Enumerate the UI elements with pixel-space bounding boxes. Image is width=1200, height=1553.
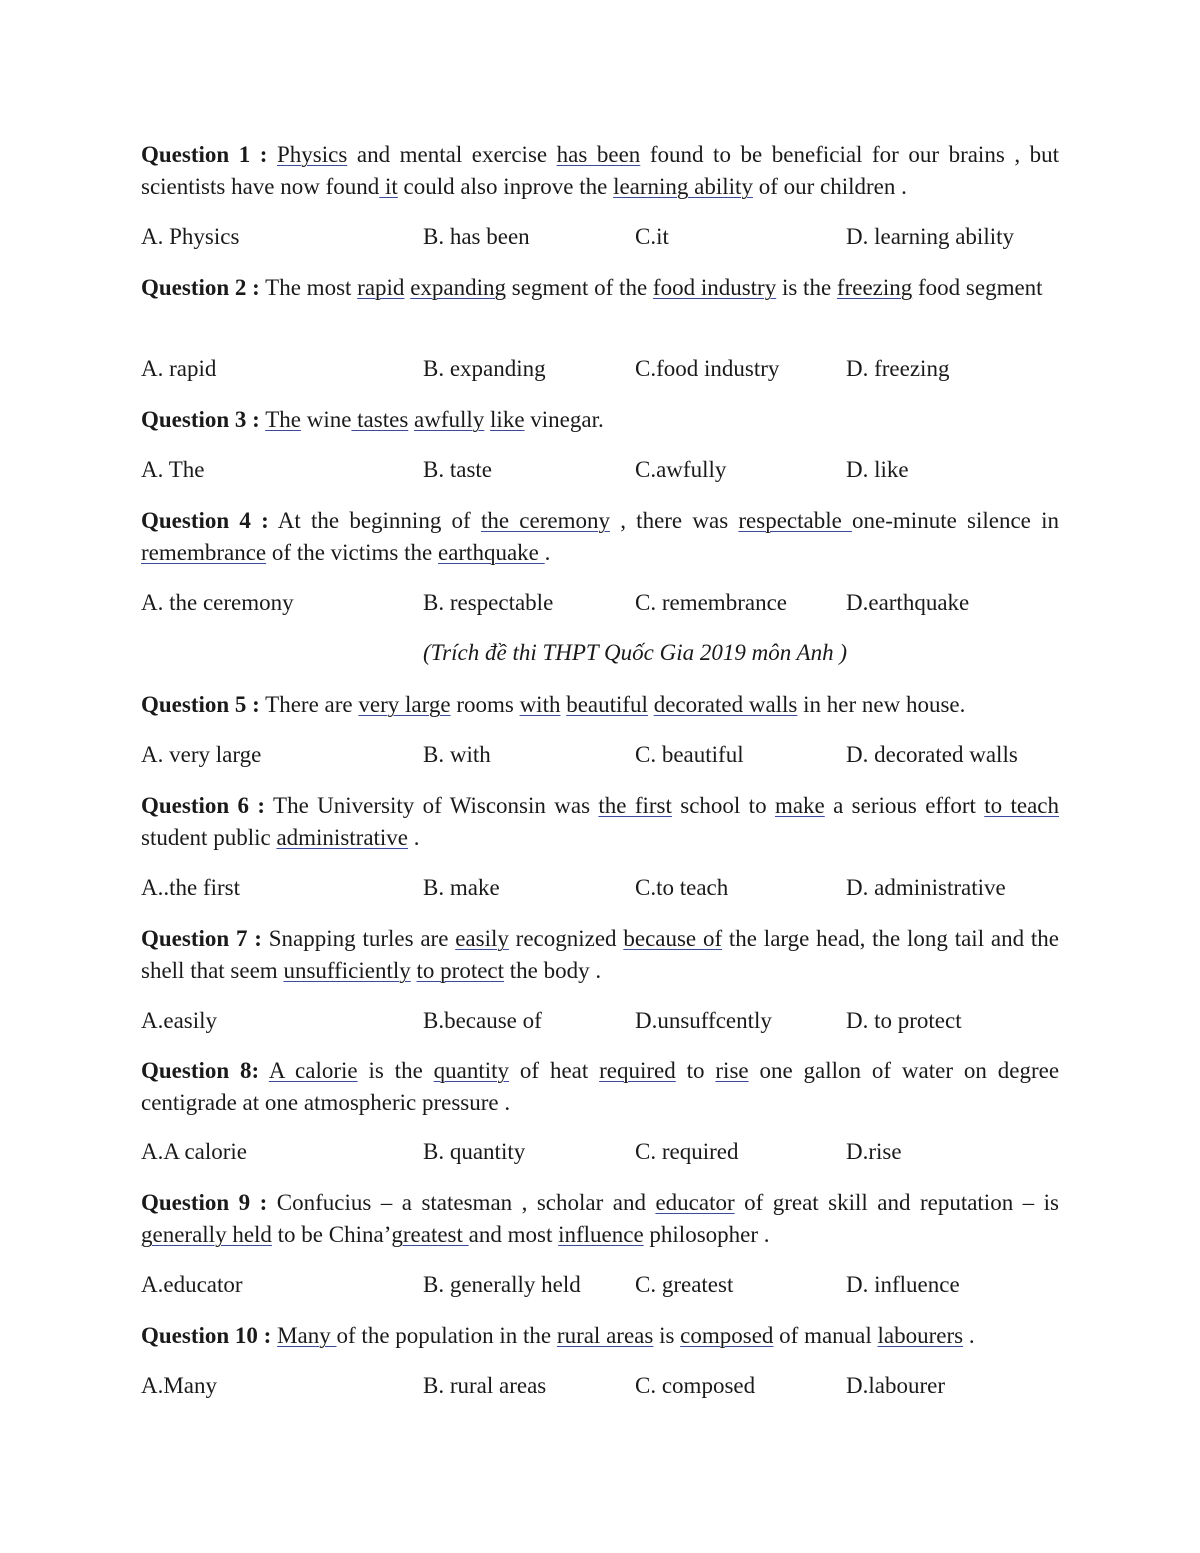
underlined-phrase: remembrance bbox=[141, 540, 267, 565]
option-b: B. quantity bbox=[423, 1139, 526, 1164]
option-a: A.easily bbox=[141, 1008, 218, 1033]
question-label: Question 2 : bbox=[141, 275, 260, 300]
underlined-phrase: administrative bbox=[276, 825, 409, 850]
question-7: Question 7 : Snapping turles are easily recognized because of the large head, the long tail and the shell that seem unsufficiently to protect the body . bbox=[141, 926, 1059, 983]
underlined-phrase: the ceremony bbox=[480, 508, 610, 533]
underlined-phrase: learning ability bbox=[613, 174, 753, 199]
question-label: Question 9 : bbox=[141, 1190, 268, 1215]
underlined-phrase: the first bbox=[598, 793, 672, 818]
option-a: A.educator bbox=[141, 1272, 243, 1297]
option-d: D. like bbox=[846, 457, 909, 482]
underlined-phrase: make bbox=[774, 793, 825, 818]
question-label: Question 7 : bbox=[141, 926, 262, 951]
question-8: Question 8: A calorie is the quantity of heat required to rise one gallon of water on degree centigrade at one atmospheric pressure . bbox=[141, 1058, 1060, 1115]
underlined-phrase: like bbox=[490, 407, 525, 432]
option-c: D.unsuffcently bbox=[635, 1008, 772, 1033]
option-a: A. rapid bbox=[141, 356, 217, 381]
underlined-phrase: to protect bbox=[416, 958, 505, 983]
question-6: Question 6 : The University of Wisconsin was the first school to make a serious effort to teach student public administrative . bbox=[141, 793, 1060, 850]
option-a: A. the ceremony bbox=[141, 590, 294, 615]
option-d: D.labourer bbox=[846, 1373, 945, 1398]
underlined-phrase: required bbox=[599, 1058, 676, 1083]
option-b: B. with bbox=[423, 742, 491, 767]
underlined-phrase: unsufficiently bbox=[283, 958, 411, 983]
option-d: D. decorated walls bbox=[846, 742, 1018, 767]
option-b: B. expanding bbox=[423, 356, 546, 381]
underlined-phrase: educator bbox=[655, 1190, 735, 1215]
underlined-phrase: respectable bbox=[738, 508, 853, 533]
option-b: B. make bbox=[423, 875, 500, 900]
option-d: D.earthquake bbox=[846, 590, 970, 615]
option-c: C. greatest bbox=[635, 1272, 734, 1297]
underlined-phrase: A calorie bbox=[268, 1058, 358, 1083]
source-note: (Trích đề thi THPT Quốc Gia 2019 môn Anh ) bbox=[423, 640, 848, 665]
option-a: A.A calorie bbox=[141, 1139, 248, 1164]
underlined-phrase: Many bbox=[277, 1323, 337, 1348]
option-c: C.awfully bbox=[635, 457, 727, 482]
question-label: Question 8: bbox=[141, 1058, 260, 1083]
underlined-phrase: with bbox=[519, 692, 561, 717]
underlined-phrase: labourers bbox=[877, 1323, 964, 1348]
option-a: A. The bbox=[141, 457, 205, 482]
question-2: Question 2 : The most rapid expanding segment of the food industry is the freezing food segment bbox=[141, 275, 1043, 300]
option-a: A.Many bbox=[141, 1373, 218, 1398]
option-c: C. beautiful bbox=[635, 742, 744, 767]
option-b: B. has been bbox=[423, 224, 530, 249]
question-10: Question 10 : Many of the population in the rural areas is composed of manual labourers . bbox=[141, 1323, 975, 1348]
underlined-phrase: to teach bbox=[984, 793, 1060, 818]
option-d: D. freezing bbox=[846, 356, 950, 381]
question-label: Question 5 : bbox=[141, 692, 260, 717]
option-c: C.food industry bbox=[635, 356, 780, 381]
option-c: C. composed bbox=[635, 1373, 756, 1398]
option-a: A. very large bbox=[141, 742, 262, 767]
question-9: Question 9 : Confucius – a statesman , scholar and educator of great skill and reputation – is generally held to be China’greatest and most influence philosopher . bbox=[141, 1190, 1059, 1247]
underlined-phrase: decorated walls bbox=[653, 692, 798, 717]
question-label: Question 1 : bbox=[141, 142, 268, 167]
option-d: D. administrative bbox=[846, 875, 1006, 900]
option-b: B. taste bbox=[423, 457, 492, 482]
underlined-phrase: awfully bbox=[414, 407, 485, 432]
underlined-phrase: generally held bbox=[141, 1222, 272, 1247]
underlined-phrase: quantity bbox=[433, 1058, 510, 1083]
option-b: B. generally held bbox=[423, 1272, 581, 1297]
question-4: Question 4 : At the beginning of the ceremony , there was respectable one-minute silence in remembrance of the victims the earthquake . bbox=[141, 508, 1060, 565]
option-c: C.it bbox=[635, 224, 669, 249]
underlined-phrase: tastes bbox=[351, 407, 409, 432]
option-c: C. remembrance bbox=[635, 590, 787, 615]
underlined-phrase: beautiful bbox=[566, 692, 648, 717]
question-3: Question 3 : The wine tastes awfully like vinegar. bbox=[141, 407, 604, 432]
option-b: B. respectable bbox=[423, 590, 554, 615]
underlined-phrase: Physics bbox=[277, 142, 348, 167]
option-d: D. influence bbox=[846, 1272, 960, 1297]
underlined-phrase: food industry bbox=[652, 275, 777, 300]
underlined-phrase: The bbox=[265, 407, 301, 432]
option-a: A..the first bbox=[141, 875, 241, 900]
option-c: C.to teach bbox=[635, 875, 729, 900]
option-d: D.rise bbox=[846, 1139, 902, 1164]
question-label: Question 4 : bbox=[141, 508, 269, 533]
underlined-phrase: composed bbox=[680, 1323, 774, 1348]
question-label: Question 6 : bbox=[141, 793, 266, 818]
underlined-phrase: freezing bbox=[836, 275, 913, 300]
underlined-phrase: rapid bbox=[357, 275, 405, 300]
option-b: B. rural areas bbox=[423, 1373, 547, 1398]
underlined-phrase: has been bbox=[556, 142, 641, 167]
underlined-phrase: it bbox=[379, 174, 398, 199]
underlined-phrase: greatest bbox=[391, 1222, 469, 1247]
question-label: Question 10 : bbox=[141, 1323, 272, 1348]
underlined-phrase: rural areas bbox=[556, 1323, 654, 1348]
option-a: A. Physics bbox=[141, 224, 240, 249]
question-1: Question 1 : Physics and mental exercise has been found to be beneficial for our brains , but scientists have now found it could also inprove the learning ability of our children . bbox=[141, 142, 1060, 199]
option-d: D. learning ability bbox=[846, 224, 1014, 249]
underlined-phrase: earthquake bbox=[437, 540, 545, 565]
underlined-phrase: influence bbox=[558, 1222, 644, 1247]
option-d: D. to protect bbox=[846, 1008, 962, 1033]
underlined-phrase: rise bbox=[715, 1058, 749, 1083]
question-label: Question 3 : bbox=[141, 407, 260, 432]
underlined-phrase: because of bbox=[623, 926, 723, 951]
underlined-phrase: expanding bbox=[410, 275, 506, 300]
underlined-phrase: very large bbox=[358, 692, 451, 717]
option-b: B.because of bbox=[423, 1008, 542, 1033]
underlined-phrase: easily bbox=[455, 926, 509, 951]
question-5: Question 5 : There are very large rooms with beautiful decorated walls in her new house. bbox=[141, 692, 966, 717]
option-c: C. required bbox=[635, 1139, 739, 1164]
